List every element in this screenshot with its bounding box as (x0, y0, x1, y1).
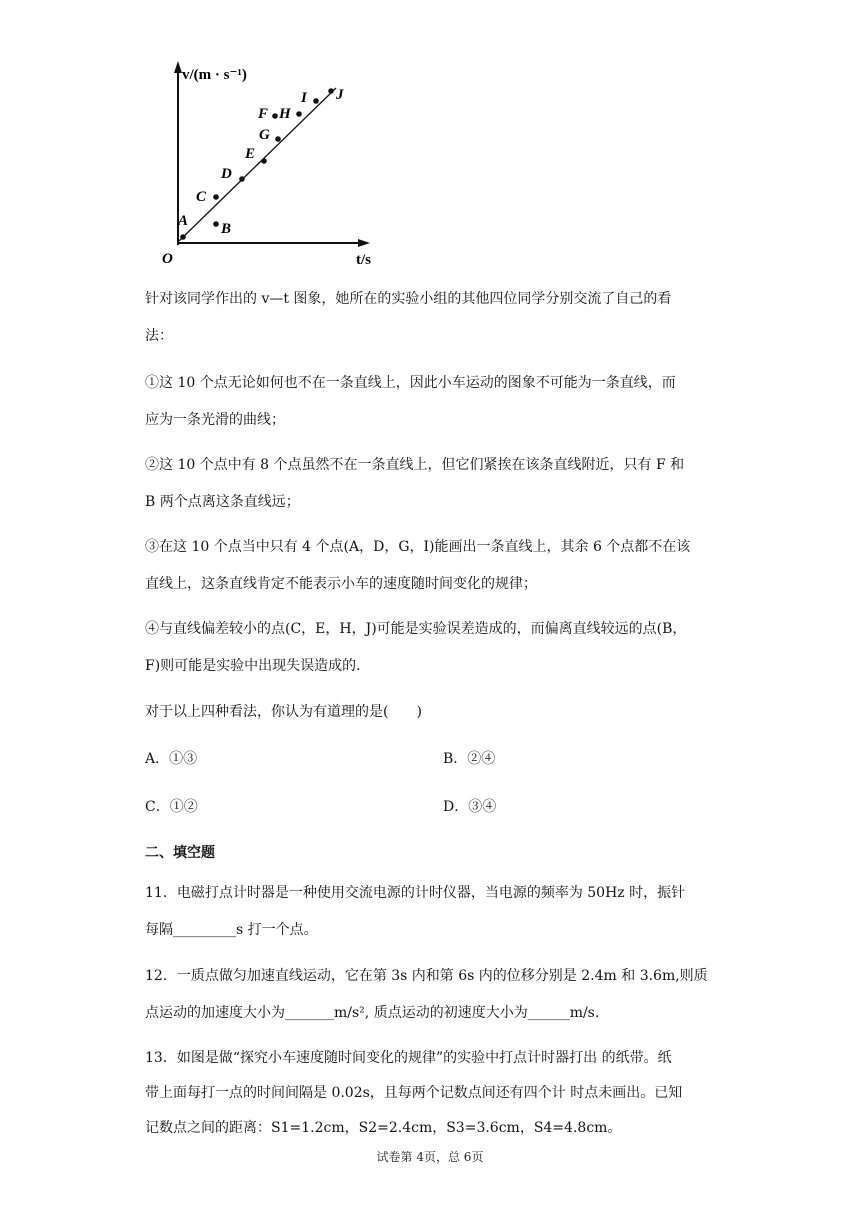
point-a (180, 234, 186, 240)
point-j (328, 88, 334, 94)
question-13 (145, 1048, 715, 1138)
point-i (313, 98, 319, 104)
opinion-3-line-2: 直线上，这条直线肯定不能表示小车的速度随时间变化的规律； (145, 576, 537, 592)
point-g-label: G (259, 127, 270, 143)
intro-line-2: 法： (145, 328, 173, 344)
point-j-label: J (336, 87, 344, 103)
point-b-label: B (221, 221, 232, 237)
opinion-2-line-2: B 两个点离这条直线远； (145, 494, 300, 510)
option-a[interactable]: A．①③ (145, 751, 198, 767)
x-axis-label: t/s (356, 252, 371, 268)
point-d (239, 176, 245, 182)
question-text: 对于以上四种看法，你认为有道理的是( ) (145, 704, 422, 720)
x-axis-arrow (358, 239, 370, 247)
question-13-line-1: 13．如图是做“探究小车速度随时间变化的规律”的实验中打点计时器打出 的纸带。纸 (145, 1050, 672, 1066)
point-e-label: E (245, 146, 256, 162)
opinion-4-line-2: F)则可能是实验中出现失误造成的． (145, 658, 371, 674)
question-11-line-2: 每隔_________s 打一个点。 (145, 922, 318, 938)
point-f (272, 113, 278, 119)
question-13-line-3: 记数点之间的距离：S1=1.2cm，S2=2.4cm，S3=3.6cm，S4=4.8cm。 (145, 1120, 622, 1136)
option-b[interactable]: B．②④ (443, 751, 496, 767)
point-c-label: C (196, 189, 207, 205)
opinion-1-line-1: ①这 10 个点无论如何也不在一条直线上，因此小车运动的图象不可能为一条直线，而 (145, 375, 676, 391)
opinion-2-line-1: ②这 10 个点中有 8 个点虽然不在一条直线上，但它们紧挨在该条直线附近，只有 F 和 (145, 457, 685, 473)
point-h (296, 111, 302, 117)
intro-line-1: 针对该同学作出的 v—t 图象，她所在的实验小组的其他四位同学分别交流了自己的看 (145, 291, 672, 307)
question-11 (145, 883, 715, 940)
point-a-label: A (178, 213, 189, 229)
point-f-label: F (258, 106, 269, 122)
opinion-4-line-1: ④与直线偏差较小的点(C，E，H，J)可能是实验误差造成的，而偏离直线较远的点(B， (145, 621, 687, 637)
opinion-4 (145, 619, 715, 676)
opinion-1-line-2: 应为一条光滑的曲线； (145, 412, 285, 428)
velocity-time-graph (150, 55, 390, 275)
question-11-line-1: 11．电磁打点计时器是一种使用交流电源的计时仪器，当电源的频率为 50Hz 时，振针 (145, 885, 686, 901)
origin-label: O (162, 251, 173, 267)
point-c (213, 194, 219, 200)
point-g (275, 136, 281, 142)
page-footer: 试卷第 4页，总 6页 (376, 1150, 484, 1164)
point-b (213, 221, 219, 227)
opinion-2 (145, 455, 715, 512)
opinion-3-line-1: ③在这 10 个点当中只有 4 个点(A，D，G，I)能画出一条直线上，其余 6 个点都不在该 (145, 539, 691, 555)
question-12 (145, 966, 715, 1023)
question-12-line-2: 点运动的加速度大小为_______m/s², 质点运动的初速度大小为______m/s. (145, 1005, 600, 1021)
point-h-label: H (279, 106, 291, 122)
question-13-line-2: 带上面每打一点的时间间隔是 0.02s，且每两个记数点间还有四个计 时点未画出。已知 (145, 1085, 683, 1101)
point-i-label: I (301, 90, 307, 106)
section-heading: 二、填空题 (145, 845, 215, 861)
point-e (261, 158, 267, 164)
intro-paragraph (145, 289, 715, 346)
y-axis-label: v/(m · s⁻¹) (182, 67, 247, 83)
opinion-1 (145, 373, 715, 430)
y-axis-arrow (174, 61, 182, 73)
option-d[interactable]: D．③④ (443, 799, 497, 815)
option-c[interactable]: C．①② (145, 799, 198, 815)
question-12-line-1: 12．一质点做匀加速直线运动，它在第 3s 内和第 6s 内的位移分别是 2.4m 和 3.6m,则质 (145, 968, 708, 984)
point-d-label: D (221, 166, 232, 182)
opinion-3 (145, 537, 715, 594)
